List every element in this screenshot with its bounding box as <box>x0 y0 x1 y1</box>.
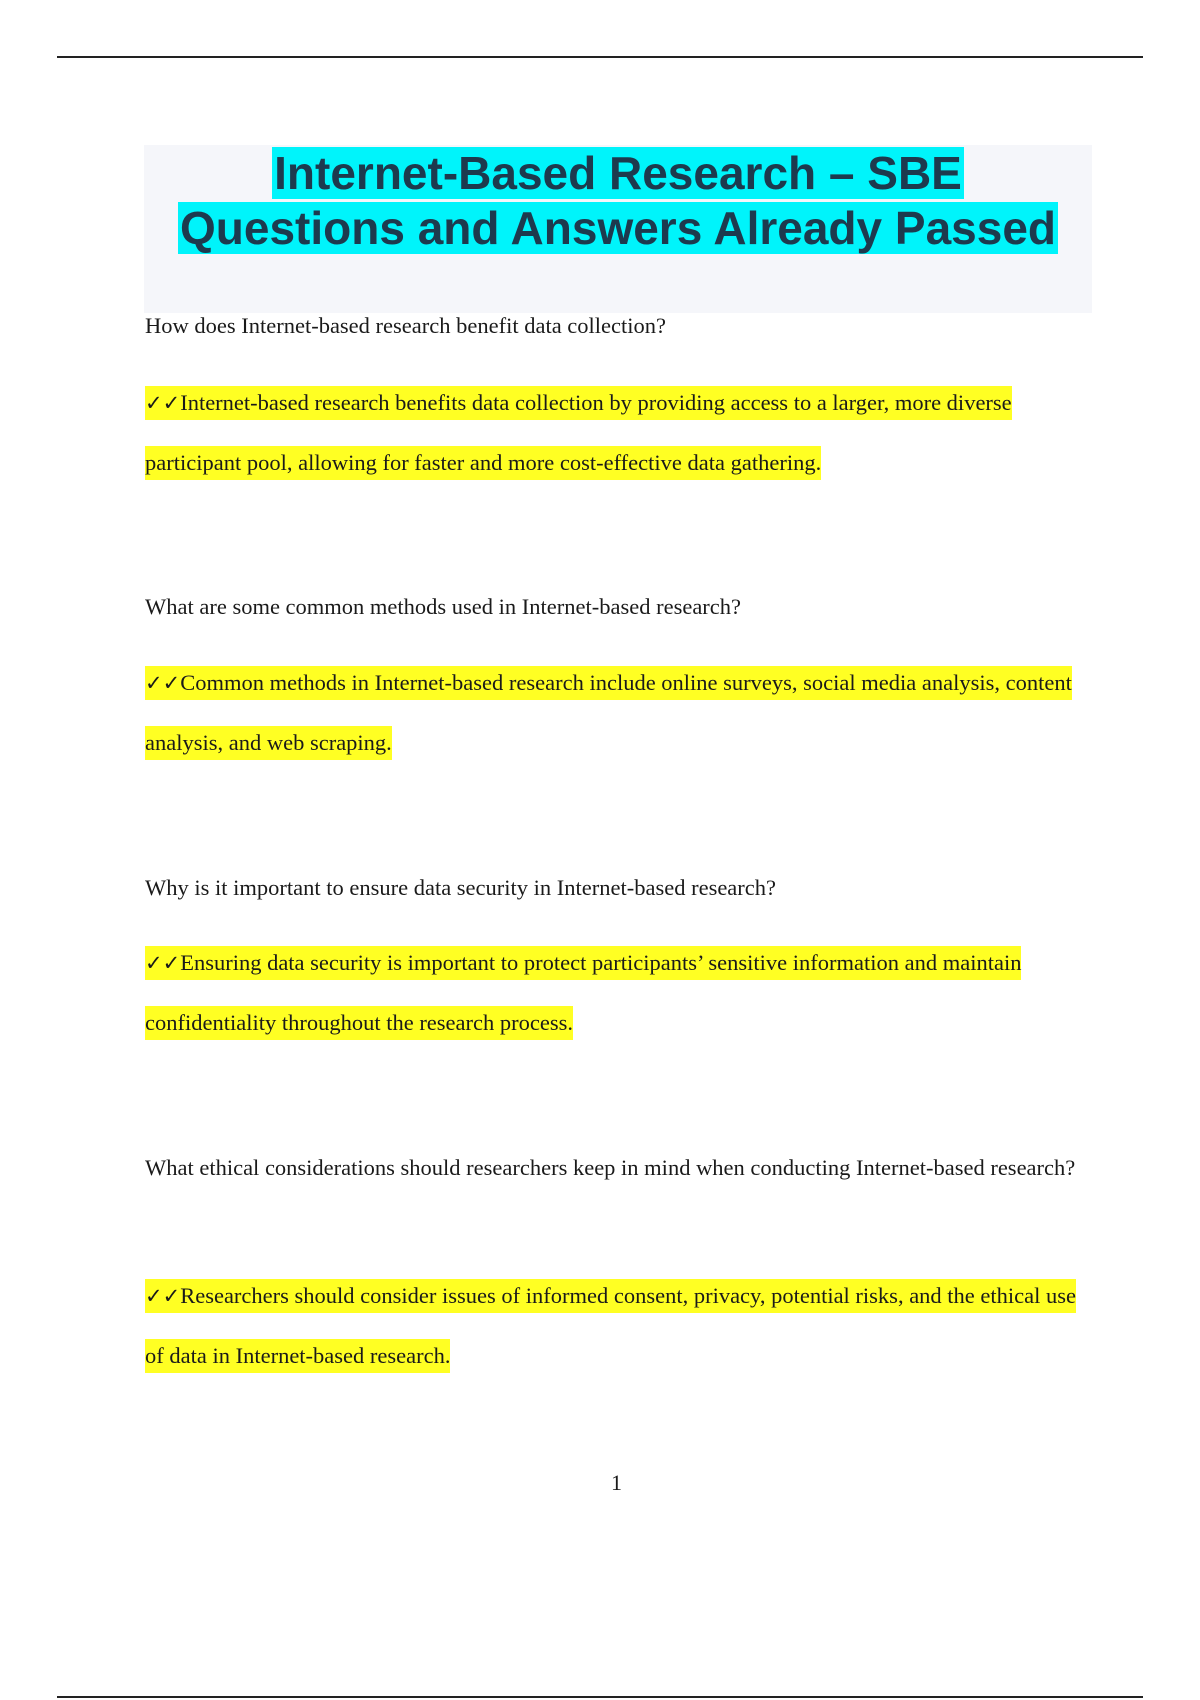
answer-4: ✓✓Researchers should consider issues of informed consent, privacy, potential risks, and the ethical use of data in Internet-based research. <box>145 1266 1085 1386</box>
answer-1: ✓✓Internet-based research benefits data collection by providing access to a larger, more diverse participant pool, allowing for faster and more cost-effective data gathering. <box>145 373 1085 493</box>
question-3: Why is it important to ensure data security in Internet-based research? <box>145 875 777 900</box>
answer-3: ✓✓Ensuring data security is important to protect participants’ sensitive information and maintain confidentiality throughout the research process. <box>145 933 1085 1053</box>
qa-item-4 <box>145 1140 1085 1368</box>
title-line-1: Internet-Based Research – SBE <box>274 147 962 199</box>
double-check-icon: ✓✓ <box>145 667 180 700</box>
title-line-2: Questions and Answers Already Passed <box>179 202 1057 254</box>
bottom-rule <box>57 1696 1143 1698</box>
question-2: What are some common methods used in Internet-based research? <box>145 594 742 619</box>
question-1: How does Internet-based research benefit data collection? <box>145 313 667 338</box>
question-4: What ethical considerations should researchers keep in mind when conducting Internet-based research? <box>145 1155 1076 1180</box>
double-check-icon: ✓✓ <box>145 1280 180 1313</box>
double-check-icon: ✓✓ <box>145 947 180 980</box>
top-rule <box>57 56 1143 58</box>
qa-item-1 <box>145 310 1085 475</box>
page-number: 1 <box>611 1470 622 1495</box>
title-block <box>144 145 1092 313</box>
answer-2: ✓✓Common methods in Internet-based research include online surveys, social media analysis, content analysis, and web scraping. <box>145 653 1085 773</box>
qa-item-2 <box>145 591 1085 755</box>
qa-item-3 <box>145 872 1085 1035</box>
double-check-icon: ✓✓ <box>145 387 180 420</box>
